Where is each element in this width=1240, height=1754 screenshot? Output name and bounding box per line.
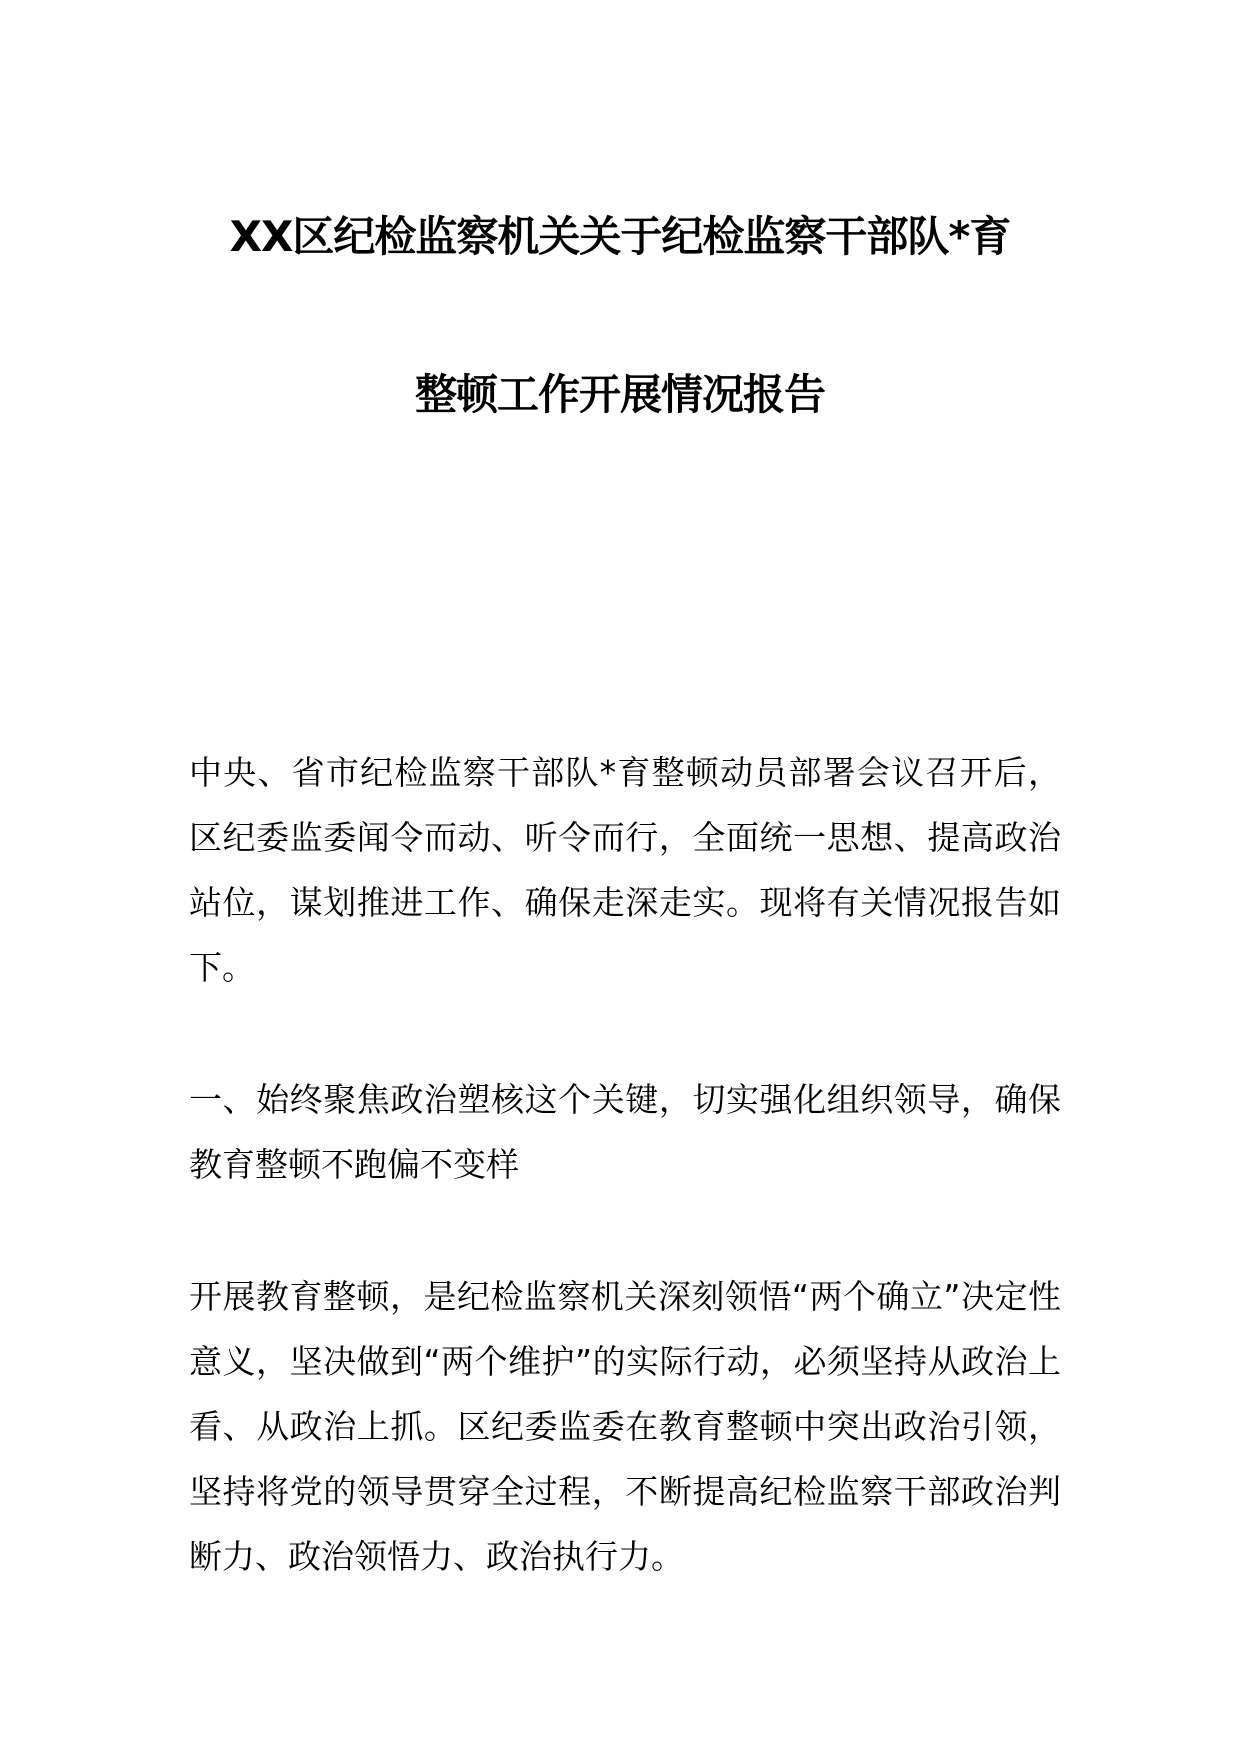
document-title-line-1: XX区纪检监察机关关于纪检监察干部队*育 <box>229 212 1011 261</box>
document-title-line-2: 整顿工作开展情况报告 <box>414 370 825 419</box>
section-heading-1: 一、始终聚焦政治塑核这个关键，切实强化组织领导，确保教育整顿不跑偏不变样 <box>189 1080 1061 1184</box>
intro-paragraph: 中央、省市纪检监察干部队*育整顿动员部署会议召开后，区纪委监委闻令而动、听令而行，全面统一思想、提高政治站位，谋划推进工作、确保走深走实。现将有关情况报告如下。 <box>189 753 1061 987</box>
body-paragraph: 开展教育整顿，是纪检监察机关深刻领悟“两个确立”决定性意义，坚决做到“两个维护”的实际行动，必须坚持从政治上看、从政治上抓。区纪委监委在教育整顿中突出政治引领，坚持将党的领导贯穿全过程，不断提高纪检监察干部政治判断力、政治领悟力、政治执行力。 <box>189 1277 1061 1576</box>
